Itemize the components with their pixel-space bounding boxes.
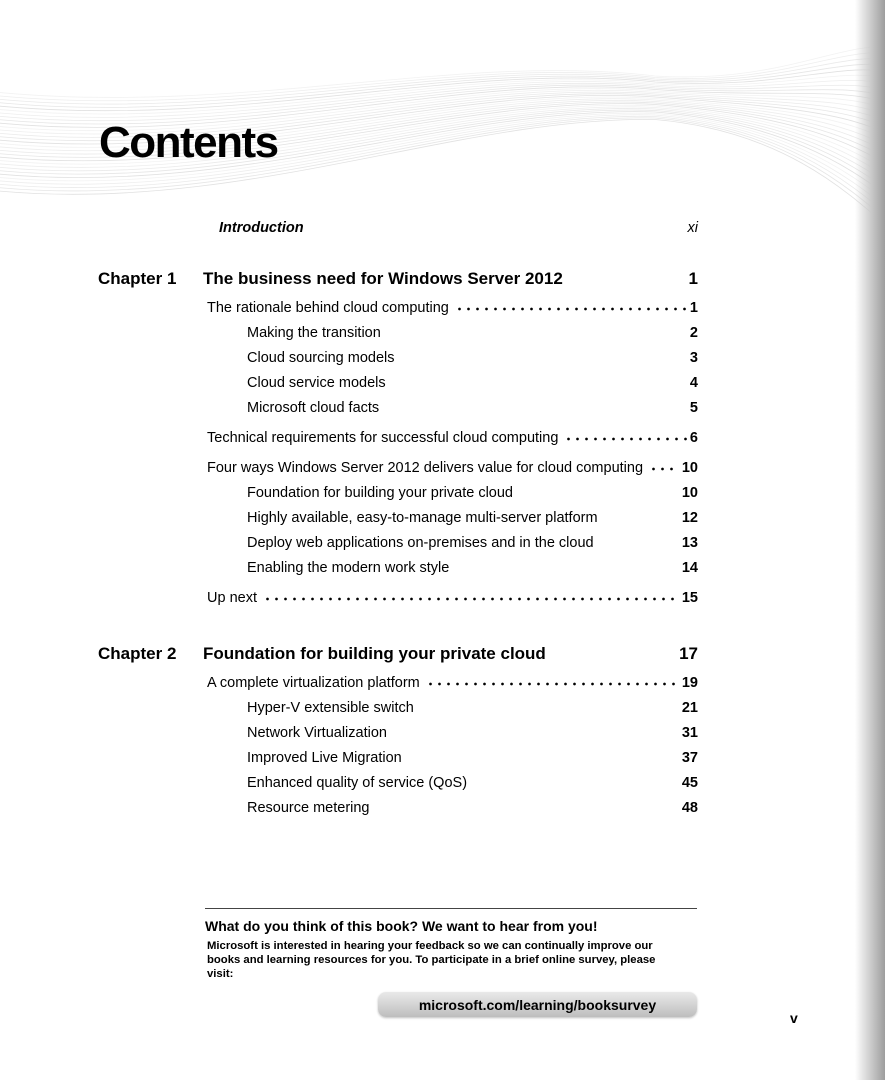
chapter-label: Chapter 2	[98, 644, 177, 663]
entry-page: 6	[689, 430, 698, 446]
toc-subentry	[247, 746, 698, 771]
entry-label: Resource metering	[247, 800, 370, 816]
dot-leader	[426, 674, 679, 687]
feedback-heading: What do you think of this book? We want to hear from you!	[205, 918, 598, 934]
page-edge-gradient	[855, 0, 885, 1080]
entry-label: Network Virtualization	[247, 725, 387, 741]
toc-subentry	[247, 481, 698, 506]
toc-entry	[207, 296, 698, 321]
entry-page: 45	[681, 775, 698, 791]
toc-chapter-section	[98, 269, 698, 611]
toc-subentry	[247, 721, 698, 746]
entry-label: The rationale behind cloud computing	[207, 300, 449, 316]
chapter-title: Foundation for building your private cloud	[203, 644, 546, 663]
entry-label: Cloud service models	[247, 375, 386, 391]
chapter-heading	[98, 269, 698, 289]
toc-subentry	[247, 531, 698, 556]
entry-page: 21	[681, 700, 698, 716]
divider	[205, 908, 697, 909]
entry-label: A complete virtualization platform	[207, 675, 420, 691]
entry-label: Up next	[207, 590, 257, 606]
entry-page: 5	[689, 400, 698, 416]
entry-page: 19	[681, 675, 698, 691]
entry-page: 10	[681, 485, 698, 501]
toc-subentry	[247, 771, 698, 796]
chapter-label: Chapter 1	[98, 269, 177, 288]
front-matter-page: xi	[687, 220, 698, 236]
entry-label: Highly available, easy-to-manage multi-server platform	[247, 510, 598, 526]
toc-subentry	[247, 321, 698, 346]
dot-leader	[263, 589, 679, 602]
toc-subentry	[247, 396, 698, 421]
entry-page: 15	[681, 590, 698, 606]
entry-page: 31	[681, 725, 698, 741]
dot-leader	[649, 459, 679, 472]
table-of-contents	[98, 220, 698, 821]
feedback-body: Microsoft is interested in hearing your feedback so we can continually improve our books and learning resources for you. To participate in a brief online survey, please visit:	[207, 940, 656, 980]
dot-leader	[564, 429, 687, 442]
chapter-title: The business need for Windows Server 2012	[203, 269, 563, 288]
front-matter-label: Introduction	[219, 220, 304, 236]
chapter-entries	[98, 671, 698, 821]
entry-page: 12	[681, 510, 698, 526]
toc-subentry	[247, 796, 698, 821]
entry-label: Four ways Windows Server 2012 delivers value for cloud computing	[207, 460, 644, 476]
page-title: Contents	[99, 118, 278, 167]
toc-subentry	[247, 506, 698, 531]
entry-label: Enhanced quality of service (QoS)	[247, 775, 468, 791]
chapter-entries	[98, 296, 698, 611]
entry-page: 48	[681, 800, 698, 816]
entry-label: Improved Live Migration	[247, 750, 402, 766]
entry-page: 1	[689, 300, 698, 316]
chapter-page: 1	[688, 269, 698, 288]
toc-entry	[207, 671, 698, 696]
chapter-page: 17	[679, 644, 698, 663]
feedback-box	[205, 908, 697, 1017]
entry-label: Technical requirements for successful cloud computing	[207, 430, 559, 446]
entry-page: 14	[681, 560, 698, 576]
toc-subentry	[247, 556, 698, 581]
toc-chapter-section	[98, 644, 698, 821]
survey-url: microsoft.com/learning/booksurvey	[418, 996, 657, 1013]
entry-label: Deploy web applications on-premises and in the cloud	[247, 535, 594, 551]
entry-page: 10	[681, 460, 698, 476]
entry-label: Foundation for building your private cloud	[247, 485, 513, 501]
toc-subentry	[247, 346, 698, 371]
front-matter-row	[219, 220, 698, 236]
entry-page: 3	[689, 350, 698, 366]
toc-chapters	[98, 269, 698, 821]
entry-label: Cloud sourcing models	[247, 350, 395, 366]
toc-entry	[207, 426, 698, 451]
dot-leader	[455, 299, 687, 312]
entry-page: 37	[681, 750, 698, 766]
entry-label: Enabling the modern work style	[247, 560, 450, 576]
chapter-heading	[98, 644, 698, 664]
toc-entry	[207, 456, 698, 481]
page-number: v	[790, 1010, 798, 1026]
entry-label: Microsoft cloud facts	[247, 400, 380, 416]
entry-page: 4	[689, 375, 698, 391]
entry-label: Making the transition	[247, 325, 381, 341]
entry-page: 13	[681, 535, 698, 551]
toc-subentry	[247, 696, 698, 721]
toc-subentry	[247, 371, 698, 396]
toc-entry	[207, 586, 698, 611]
entry-label: Hyper-V extensible switch	[247, 700, 414, 716]
survey-url-box	[378, 992, 697, 1017]
entry-page: 2	[689, 325, 698, 341]
